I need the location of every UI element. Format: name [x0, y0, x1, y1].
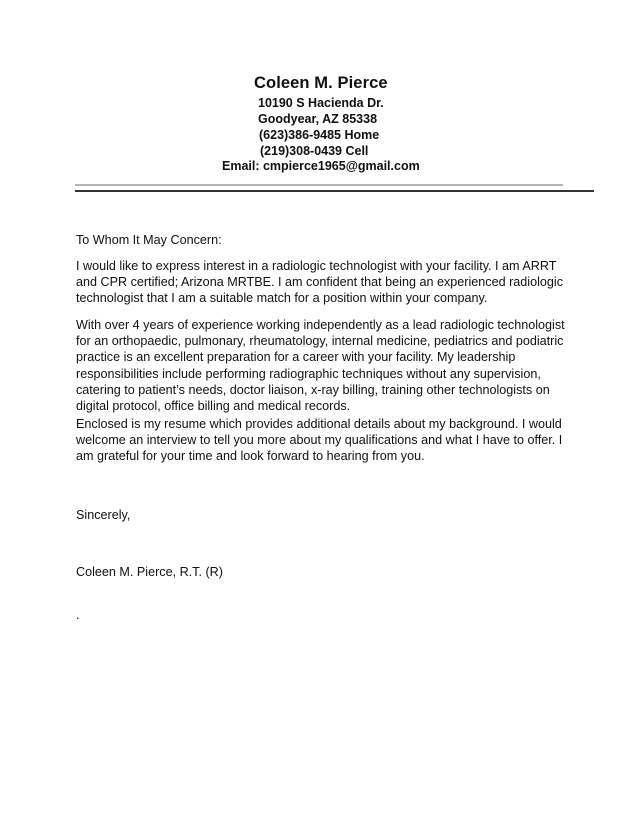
paragraph-2-line: digital protocol, office billing and medical records.	[76, 398, 351, 413]
paragraph-1-line: technologist that I am a suitable match for a position within your company.	[76, 291, 488, 306]
signature	[76, 564, 596, 580]
header-divider-light	[75, 184, 563, 186]
paragraph-2-line: practice is an excellent preparation for a career with your facility. My leadership	[76, 350, 516, 365]
sender-phone-cell: (219)308-0439 Cell	[260, 144, 369, 158]
paragraph-2-line: for an orthopaedic, pulmonary, rheumatology, internal medicine, pediatrics and podiatric	[76, 334, 564, 349]
paragraph-3-line: am grateful for your time and look forward to hearing from you.	[76, 449, 425, 464]
paragraph-3-line: welcome an interview to tell you more about my qualifications and what I have to offer. I	[76, 433, 563, 448]
header-divider-dark	[75, 190, 594, 192]
sender-address-line2: Goodyear, AZ 85338	[258, 112, 378, 126]
paragraph-3-line: Enclosed is my resume which provides additional details about my background. I would	[76, 417, 562, 431]
paragraph-2	[76, 317, 596, 414]
paragraph-2-line: responsibilities include performing radiographic techniques without any supervision,	[76, 366, 541, 381]
salutation	[76, 232, 596, 248]
signature-text: Coleen M. Pierce, R.T. (R)	[76, 565, 223, 579]
salutation-text: To Whom It May Concern:	[76, 233, 222, 247]
closing-text: Sincerely,	[76, 508, 131, 522]
paragraph-2-line: catering to patient’s needs, doctor liaison, x-ray billing, training other technologists on	[76, 382, 550, 397]
paragraph-3	[76, 416, 596, 465]
paragraph-1-line: and CPR certified; Arizona MRTBE. I am confident that being an experienced radiologic	[76, 275, 563, 290]
sender-phone-home: (623)386-9485 Home	[259, 128, 380, 142]
trailing-mark	[76, 607, 596, 623]
paragraph-2-line: With over 4 years of experience working independently as a lead radiologic technologist	[76, 318, 565, 332]
trailing-period: .	[76, 608, 80, 622]
sender-name: Coleen M. Pierce	[254, 74, 388, 92]
paragraph-1-line: I would like to express interest in a radiologic technologist with your facility. I am ARRT	[76, 259, 557, 273]
closing	[76, 507, 596, 523]
sender-email: Email: cmpierce1965@gmail.com	[222, 159, 420, 173]
paragraph-1	[76, 258, 596, 307]
sender-address-line1: 10190 S Hacienda Dr.	[258, 96, 384, 110]
